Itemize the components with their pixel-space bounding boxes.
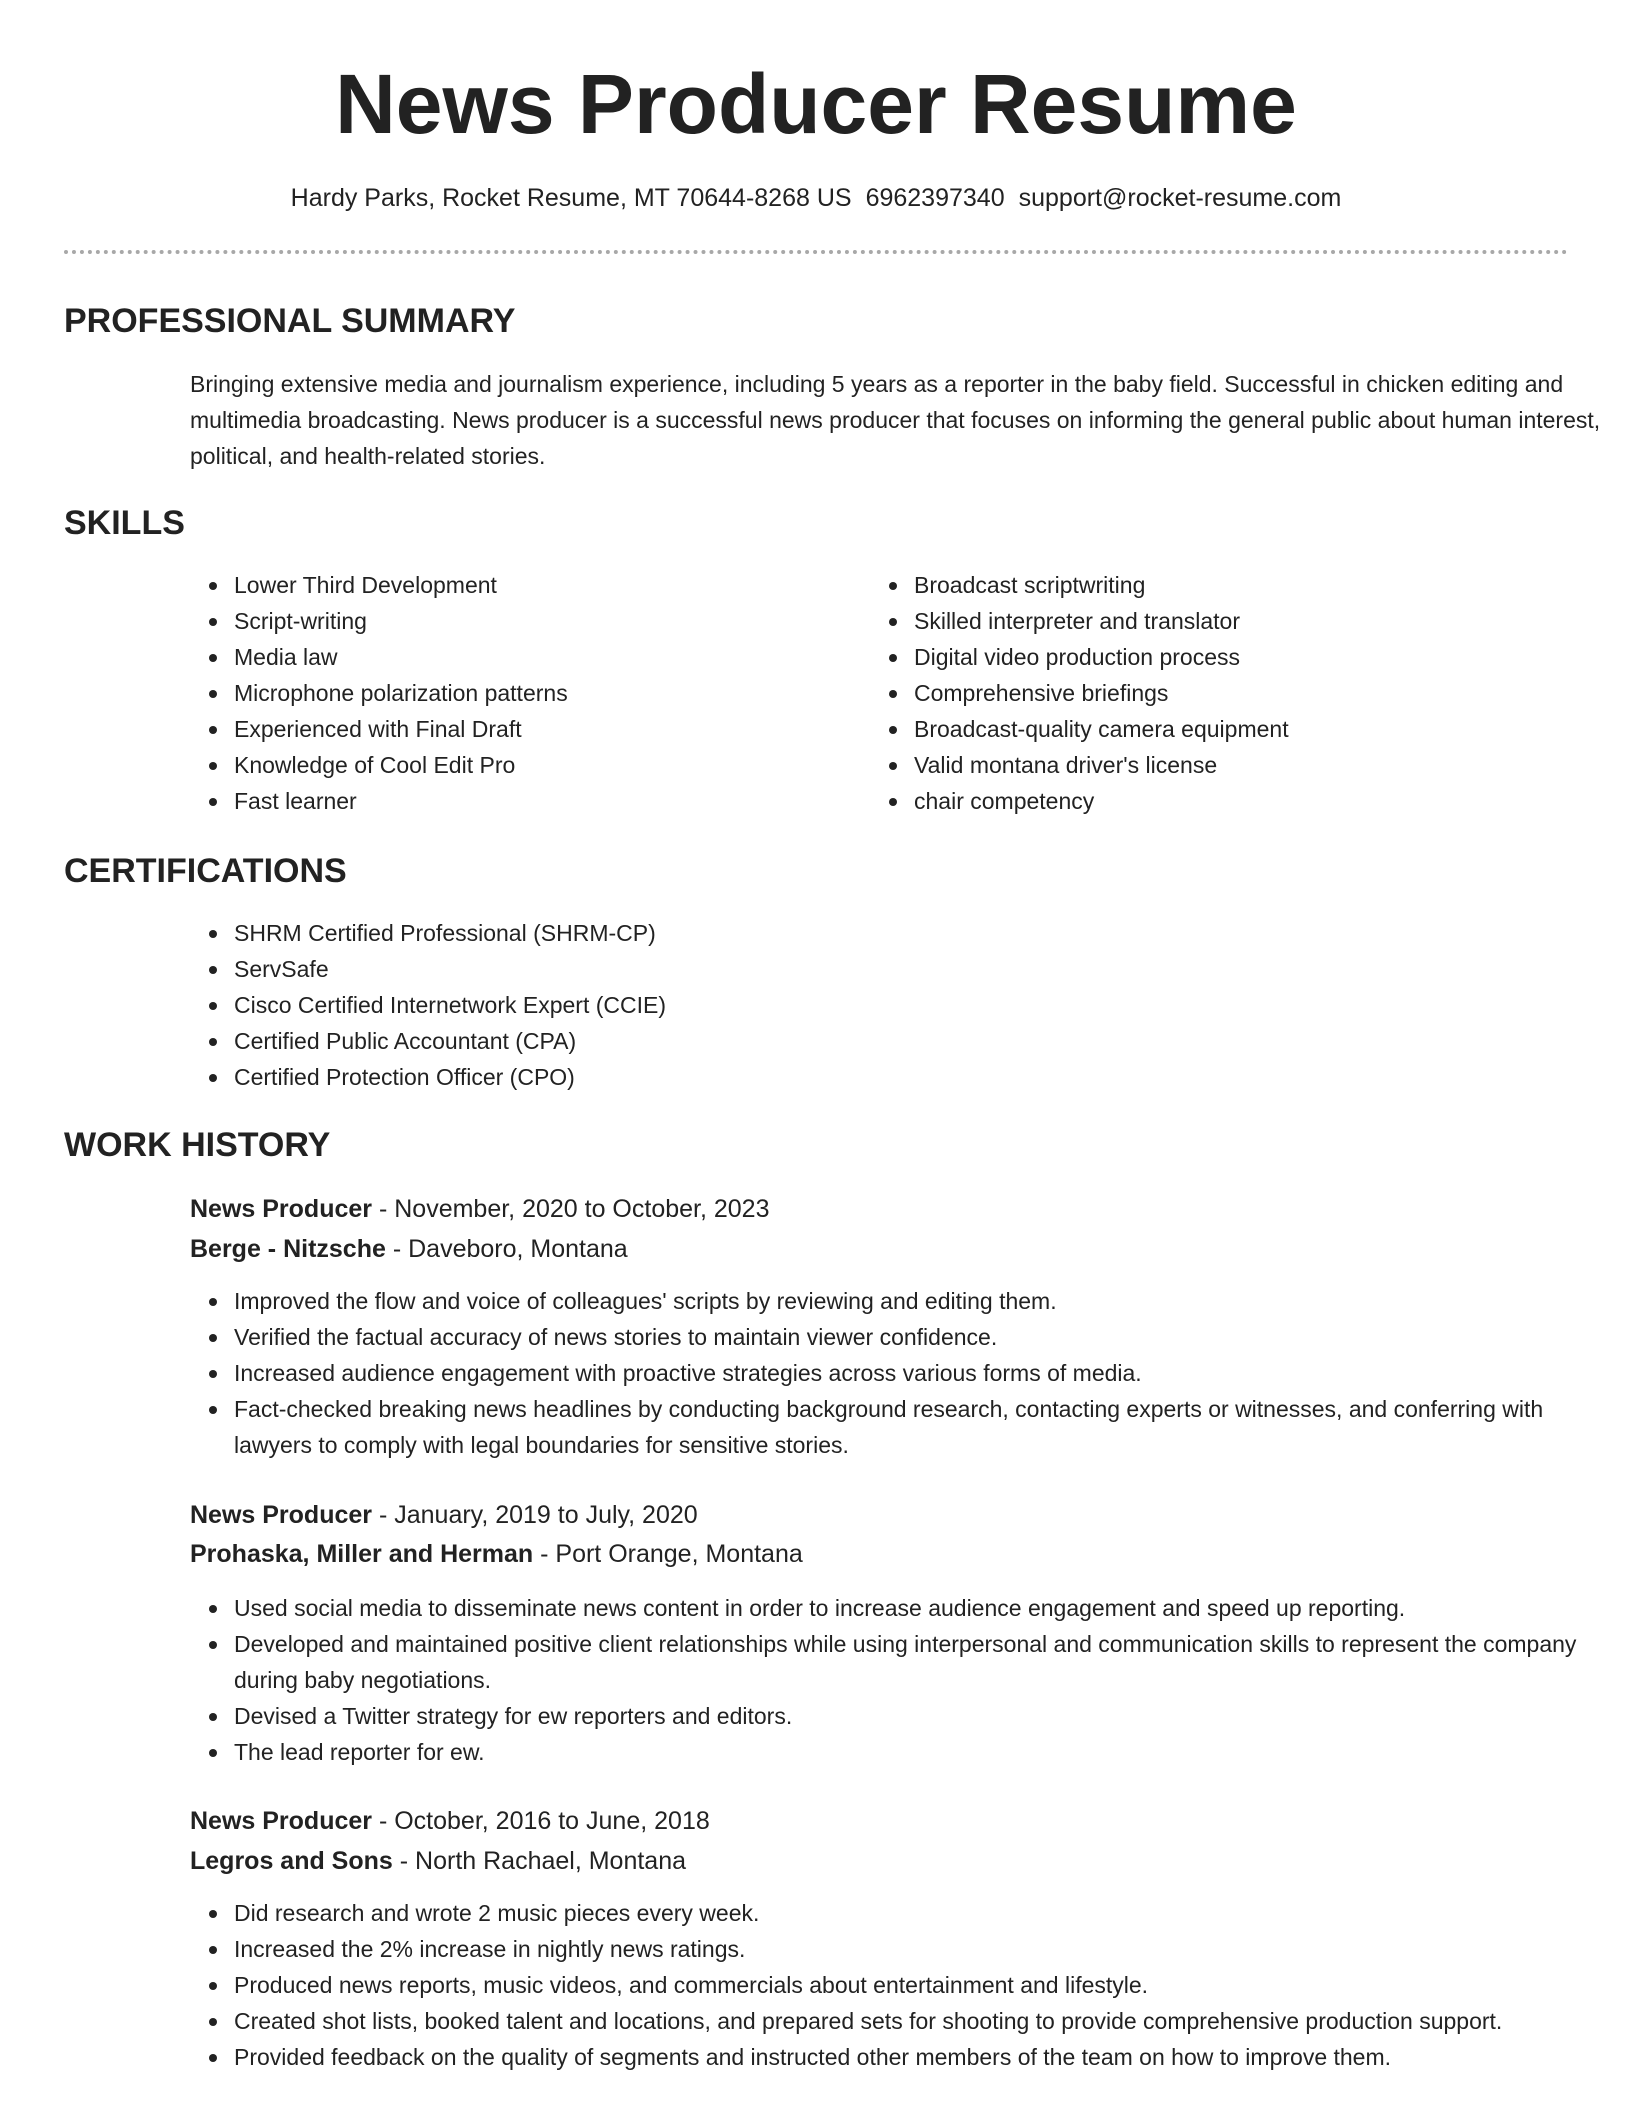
job-location: - Port Orange, Montana [533, 1540, 803, 1568]
job-bullets [190, 1590, 1614, 1770]
job-title: News Producer [190, 1807, 373, 1835]
certification-item: SHRM Certified Professional (SHRM-CP) [234, 915, 1534, 951]
job-bullet: Improved the flow and voice of colleagues' scripts by reviewing and editing them. [234, 1283, 1614, 1319]
summary-text: Bringing extensive media and journalism experience, including 5 years as a reporter in the baby field. Successful in chicken editing and multimedia broadcasting. News producer is a successful news producer that focuses on informing the general public about human interest, political, and health-related stories. [190, 371, 1601, 469]
skill-item: Experienced with Final Draft [234, 711, 834, 747]
page-title: News Producer Resume [335, 57, 1297, 151]
job-dates: - October, 2016 to June, 2018 [372, 1807, 710, 1835]
job-bullet: Produced news reports, music videos, and commercials about entertainment and lifestyle. [234, 1967, 1614, 2003]
job-bullets [190, 1895, 1614, 2075]
job-bullet: Developed and maintained positive client relationships while using interpersonal and communication skills to represent the company during baby negotiations. [234, 1626, 1614, 1698]
job-company-line [190, 1842, 686, 1880]
job-bullet: Did research and wrote 2 music pieces every week. [234, 1895, 1614, 1931]
skill-item: Microphone polarization patterns [234, 675, 834, 711]
skill-item: Knowledge of Cool Edit Pro [234, 747, 834, 783]
job-bullet: Created shot lists, booked talent and locations, and prepared sets for shooting to provide comprehensive production support. [234, 2003, 1614, 2039]
job-title-line [190, 1496, 698, 1534]
job-company: Prohaska, Miller and Herman [190, 1540, 534, 1568]
job-company-line [190, 1535, 803, 1573]
job-bullet: Increased audience engagement with proactive strategies across various forms of media. [234, 1355, 1614, 1391]
job-title-line [190, 1802, 710, 1840]
certifications-list [190, 915, 1534, 1095]
contact-line [64, 180, 1568, 216]
job-bullet: Provided feedback on the quality of segments and instructed other members of the team on how to improve them. [234, 2039, 1614, 2075]
contact-email: support@rocket-resume.com [1018, 184, 1342, 212]
skill-item: Valid montana driver's license [914, 747, 1554, 783]
work-history-heading: WORK HISTORY [64, 1126, 331, 1164]
job-dates: - January, 2019 to July, 2020 [372, 1501, 698, 1529]
certification-item: Cisco Certified Internetwork Expert (CCIE) [234, 987, 1534, 1023]
skill-item: Skilled interpreter and translator [914, 603, 1554, 639]
certification-item: Certified Public Accountant (CPA) [234, 1023, 1534, 1059]
job-bullet: Used social media to disseminate news content in order to increase audience engagement and speed up reporting. [234, 1590, 1614, 1626]
header-divider [64, 250, 1568, 254]
job-location: - North Rachael, Montana [392, 1847, 687, 1875]
contact-phone: 6962397340 [865, 184, 1005, 212]
job-title: News Producer [190, 1501, 373, 1529]
job-dates: - November, 2020 to October, 2023 [372, 1195, 770, 1223]
skill-item: Broadcast scriptwriting [914, 567, 1554, 603]
skill-item: Lower Third Development [234, 567, 834, 603]
job-bullets [190, 1283, 1614, 1463]
skill-item: Script-writing [234, 603, 834, 639]
job-location: - Daveboro, Montana [385, 1235, 628, 1263]
job-bullet: Devised a Twitter strategy for ew reporters and editors. [234, 1698, 1614, 1734]
certification-item: Certified Protection Officer (CPO) [234, 1059, 1534, 1095]
skill-item: Comprehensive briefings [914, 675, 1554, 711]
skill-item: chair competency [914, 783, 1554, 819]
job-company: Legros and Sons [190, 1847, 393, 1875]
skills-list-left [190, 567, 834, 819]
certification-item: ServSafe [234, 951, 1534, 987]
job-company: Berge - Nitzsche [190, 1235, 386, 1263]
job-company-line [190, 1230, 628, 1268]
skills-list-right [870, 567, 1554, 819]
skills-heading: SKILLS [64, 504, 185, 542]
job-bullet: Increased the 2% increase in nightly news ratings. [234, 1931, 1614, 1967]
job-title: News Producer [190, 1195, 373, 1223]
job-bullet: The lead reporter for ew. [234, 1734, 1614, 1770]
certifications-heading: CERTIFICATIONS [64, 852, 347, 890]
job-bullet: Fact-checked breaking news headlines by conducting background research, contacting experts or witnesses, and conferring with lawyers to comply with legal boundaries for sensitive stories. [234, 1391, 1614, 1463]
job-bullet: Verified the factual accuracy of news stories to maintain viewer confidence. [234, 1319, 1614, 1355]
skill-item: Digital video production process [914, 639, 1554, 675]
skill-item: Fast learner [234, 783, 834, 819]
skill-item: Broadcast-quality camera equipment [914, 711, 1554, 747]
job-title-line [190, 1190, 769, 1228]
skill-item: Media law [234, 639, 834, 675]
contact-address: Hardy Parks, Rocket Resume, MT 70644-8268 US [290, 184, 852, 212]
summary-heading: PROFESSIONAL SUMMARY [64, 302, 516, 340]
